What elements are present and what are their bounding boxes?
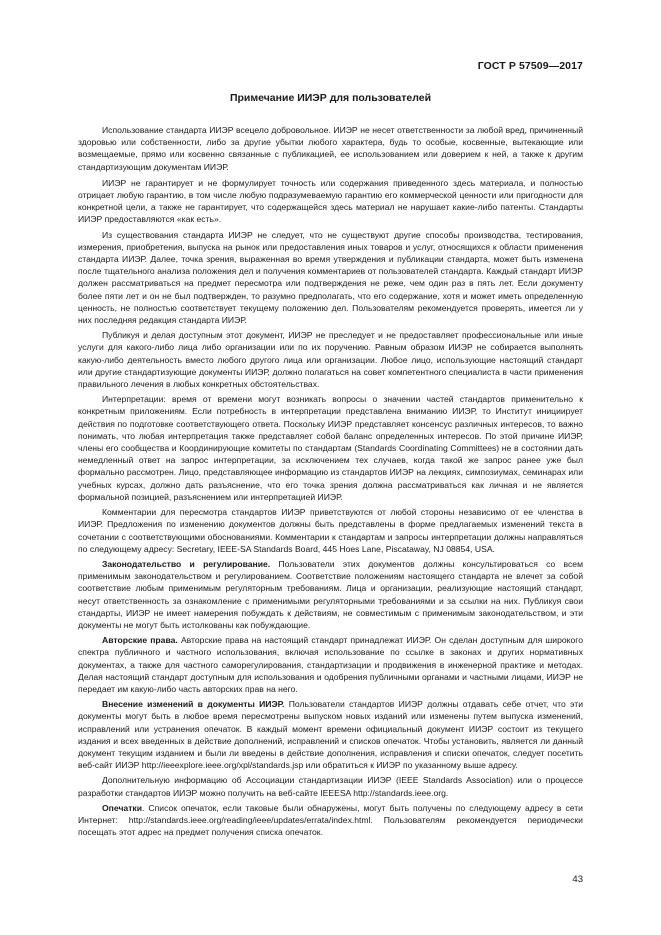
paragraph-text: Пользователи стандартов ИИЭР должны отдавать себе отчет, что эти документы могут быть в любое время пересмотрены выпуском новых изданий или изменены путем выпуска изменений, исправлений или устранения опечаток. В каждый момент времени официальный документ ИИЭР состоит из текущего издания и всех введенных в действие дополнений, исправлений и списков опечаток. Чтобы установить, является ли данный документ текущим изданием и были ли введены в действие дополнения, исправления и списки опечаток, следует посетить веб-сайт ИИЭР http://ieeexplore.ieee.org/xpl/standards.jsp или обратиться к ИИЭР по указанному выше адресу. <box>78 699 583 771</box>
paragraph <box>78 698 583 771</box>
paragraph <box>78 558 583 631</box>
paragraph <box>78 802 583 839</box>
paragraph-text: Пользователи этих документов должны консультироваться со всем применимым законодательством и регулированием. Соответствие положениям настоящего стандарта не влечет за собой соответствие любым применимым регуляторным требованиям. Лица и организации, реализующие настоящий стандарт, несут ответственность за ознакомление с применимыми регуляторными требованиями и за ссылки на них. Публикуя свои стандарты, ИИЭР не имеет намерения побуждать к действиям, не совместимым с применимым законодательством, и эти документы не могут быть истолкованы как побуждающие. <box>78 558 583 630</box>
paragraph-text: Дополнительную информацию об Ассоциации стандартизации ИИЭР (IEEE Standards Association) или о процессе разработки стандартов ИИЭР можно получить на веб-сайте IEEESA http://standards.ieee.org. <box>78 775 583 798</box>
paragraph <box>78 177 583 226</box>
document-code: ГОСТ Р 57509—2017 <box>477 60 583 72</box>
paragraph-text: ИИЭР не гарантирует и не формулирует точность или содержания приведенного здесь материала, и полностью отрицает любую гарантию, в том числе любую подразумеваемую гарантию его коммерческой ценности или пригодности для конкретной цели, а также не гарантирует, что содержащейся здесь материал не нарушает какие-либо патенты. Стандарты ИИЭР предоставляются «как есть». <box>78 177 583 225</box>
paragraph-text: . Список опечаток, если таковые были обнаружены, могут быть получены по следующему адресу в сети Интернет: http://standards.ieee.org/reading/ieee/updates/errata/index.html. Пользователям рекомендуется периодически посещать этот адрес на предмет получения списка опечаток. <box>78 802 583 838</box>
paragraph <box>78 229 583 327</box>
page-number: 43 <box>572 874 583 885</box>
body-text <box>78 124 583 841</box>
paragraph-lead: Законодательство и регулирование. <box>102 558 271 569</box>
paragraph-lead: Внесение изменений в документы ИИЭР. <box>102 699 285 710</box>
paragraph-lead: Авторские права. <box>102 635 178 646</box>
paragraph <box>78 329 583 390</box>
paragraph <box>78 774 583 798</box>
paragraph-text: Публикуя и делая доступным этот документ, ИИЭР не преследует и не предоставляет профессиональные или иные услуги для какого-либо лица либо организации или по их поручению. Равным образом ИИЭР не собирается выполнять какую-либо деятельность вместо любого другого лица или организации. Любое лицо, использующие настоящий стандарт или другие стандартизующие документы ИИЭР, должно полагаться на совет компетентного специалиста в части применения правильного лечения в любых конкретных обстоятельствах. <box>78 330 583 390</box>
paragraph-text: Использование стандарта ИИЭР всецело добровольное. ИИЭР не несет ответственности за любой вред, причиненный здоровью или собственности, либо за другие убытки любого характера, будь то особые, косвенные, вытекающие или возмещаемые, прямо или косвенно связанные с публикацией, ее использованием или доверием к ней, а также к другим стандартизующим документам ИИЭР. <box>78 125 583 172</box>
paragraph-text: Из существования стандарта ИИЭР не следует, что не существуют другие способы производства, тестирования, измерения, приобретения, выпуска на рынок или предоставления иных товаров и услуг, относящихся к области применения стандарта ИИЭР. Далее, точка зрения, выраженная во время утверждения и публикации стандарта, может быть изменена после тщательного анализа положения дел и получения комментариев от пользователей стандарта. Каждый стандарт ИИЭР должен рассматриваться на предмет пересмотра или подтверждения не реже, чем один раз в пять лет. Если документу более пяти лет и он не был подтвержден, то разумно предполагать, что его содержание, хотя и может иметь определенную ценность, не полностью соответствует текущему положению дел. Пользователям рекомендуется проверять, имеется ли у них последняя редакция стандарта ИИЭР. <box>78 229 583 326</box>
paragraph-text: Авторские права на настоящий стандарт принадлежат ИИЭР. Он сделан доступным для широкого спектра публичного и частного использования, включая использование по ссылке в законах и других нормативных документах, а также для частного саморегулирования, стандартизации и продвижения в инженерной практике и методах. Делая настоящий стандарт доступным для использования и одобрения публичными органами и частными лицами, ИИЭР не передает им какую-либо часть авторских прав на него. <box>78 635 584 694</box>
paragraph <box>78 506 583 555</box>
paragraph <box>78 393 583 503</box>
paragraph-lead: Опечатки <box>102 802 143 813</box>
paragraph-text: Комментарии для пересмотра стандартов ИИЭР приветствуются от любой стороны независимо от ее членства в ИИЭР. Предложения по изменению документов должны быть представлены в форме предлагаемых изменений текста в сочетании с соответствующими обоснованиями. Комментарии к стандартам и запросы интерпретации должны направляться по следующему адресу: Secretary, IEEE-SA Standards Board, 445 Hoes Lane, Piscataway, NJ 08854, USA. <box>78 507 583 554</box>
section-title: Примечание ИИЭР для пользователей <box>229 92 432 104</box>
paragraph-text: Интерпретации: время от времени могут возникать вопросы о значении частей стандартов применительно к конкретным приложениям. Если потребность в интерпретации представлена вниманию ИИЭР, то Институт инициирует действия по подготовке соответствующего ответа. Поскольку ИИЭР представляет консенсус различных интересов, то важно понимать, что любая интерпретация также представляет собой баланс определенных интересов. По этой причине ИИЭР, члены его сообщества и Координирующие комитеты по стандартам (Standards Coordinating Committees) не в состоянии дать немедленный ответ на запрос интерпретации, за исключением тех случаев, когда такой же запрос ранее уже был формально рассмотрен. Лицо, представляющее информацию из стандартов ИИЭР на лекциях, симпозиумах, семинарах или учебных курсах, должно дать разъяснение, что его точка зрения должна рассматриваться как личная и не является формальной позицией, разъяснением или интерпретацией ИИЭР. <box>78 394 583 502</box>
paragraph <box>78 124 583 173</box>
paragraph <box>78 634 583 695</box>
